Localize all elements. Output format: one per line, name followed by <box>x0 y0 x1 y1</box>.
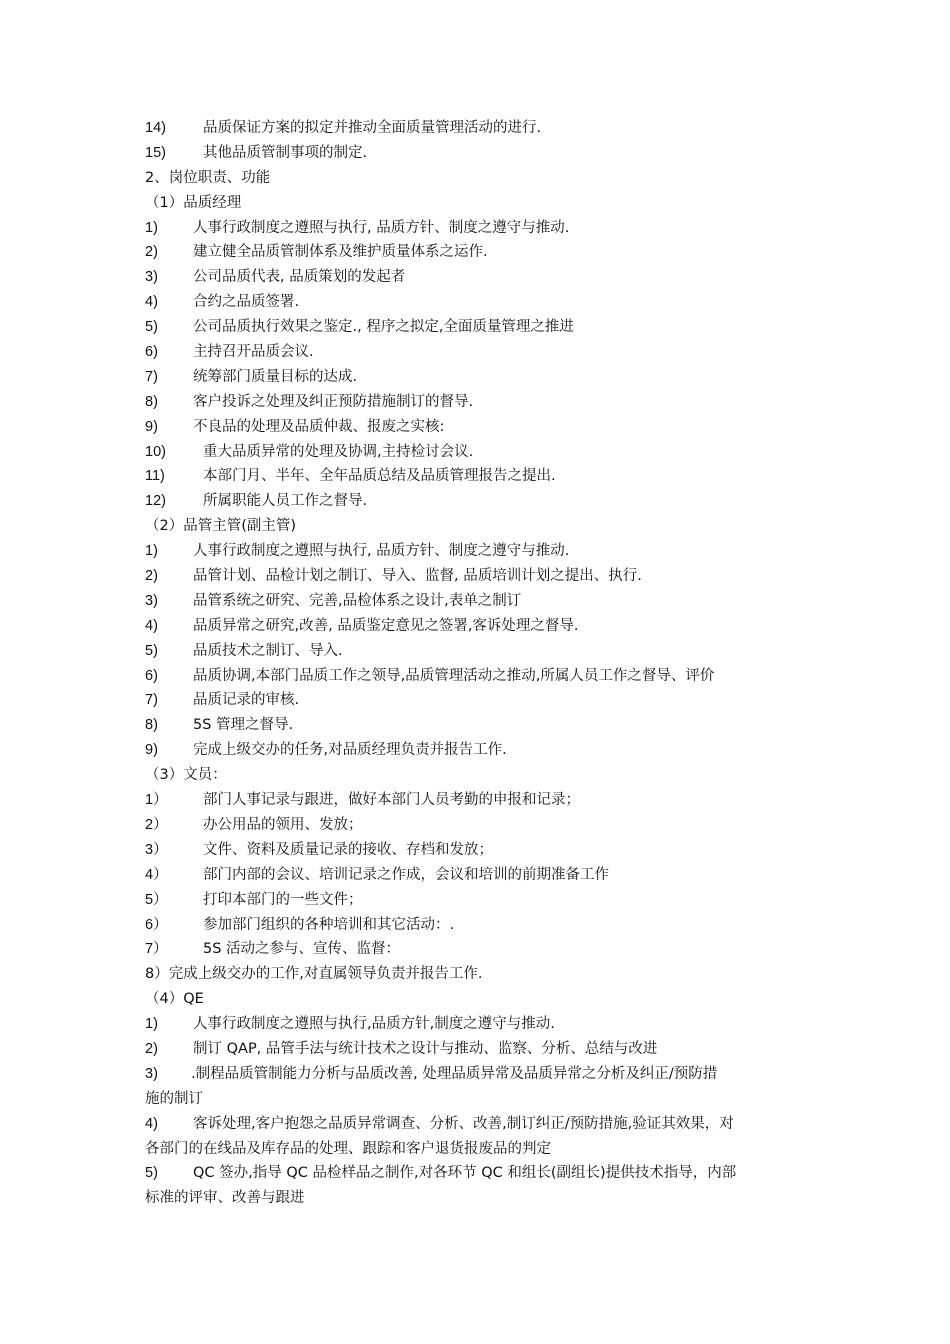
item-number: 5) <box>145 319 158 336</box>
item-number: 3) <box>145 269 158 286</box>
item-text: 客诉处理,客户抱怨之品质异常调查、分析、改善,制订纠正/预防措施,验证其效果，对 <box>193 1115 734 1132</box>
list-item: 8）完成上级交办的工作,对直属领导负责并报告工作. <box>145 966 483 983</box>
item-number: 9) <box>145 742 158 759</box>
item-text: 品管计划、品检计划之制订、导入、监督, 品质培训计划之提出、执行. <box>193 568 642 585</box>
item-text: 公司品质代表, 品质策划的发起者 <box>193 269 406 286</box>
item-text: 品质异常之研究,改善, 品质鉴定意见之签署,客诉处理之督导. <box>193 617 579 634</box>
list-item <box>145 141 810 166</box>
list-item <box>145 116 810 141</box>
item-text: 品质记录的审核. <box>193 692 300 709</box>
item-text: 品质保证方案的拟定并推动全面质量管理活动的进行. <box>203 120 542 136</box>
item-text: 合约之品质签署. <box>193 294 300 311</box>
list-item <box>145 713 810 738</box>
subsection-heading: （1）品质经理 <box>145 194 242 211</box>
item-text: 主持召开品质会议. <box>193 344 314 361</box>
item-text: 人事行政制度之遵照与执行, 品质方针、制度之遵守与推动. <box>193 543 570 560</box>
item-text: 部门人事记录与跟进，做好本部门人员考勤的申报和记录； <box>203 792 580 809</box>
list-item <box>145 738 810 763</box>
subsection-heading: （2）品管主管(副主管) <box>145 518 297 535</box>
list-item <box>145 813 810 838</box>
list-item-continuation: 标准的评审、改善与跟进 <box>145 1190 305 1207</box>
list-item <box>145 390 810 415</box>
item-text: 办公用品的领用、发放； <box>203 816 363 833</box>
list-item <box>145 1012 810 1037</box>
item-number: 3) <box>145 592 158 609</box>
item-number: 14) <box>145 120 166 136</box>
list-item <box>145 863 810 888</box>
list-item <box>145 539 810 564</box>
list-item <box>145 365 810 390</box>
list-item <box>145 564 810 589</box>
item-text: 5S 管理之督导. <box>193 717 294 734</box>
item-number: 6) <box>145 344 158 361</box>
item-number: 6) <box>145 667 158 684</box>
item-number: 5） <box>145 891 168 908</box>
item-number: 4) <box>145 294 158 311</box>
item-number: 9) <box>145 418 158 435</box>
list-item-continuation: 各部门的在线品及库存品的处理、跟踪和客户退货报废品的判定 <box>145 1140 551 1157</box>
item-number: 7） <box>145 941 168 958</box>
item-number: 2) <box>145 1040 158 1057</box>
item-text: 打印本部门的一些文件； <box>203 891 363 908</box>
subsection-heading: （4）QE <box>145 991 204 1008</box>
list-item <box>145 614 810 639</box>
list-item <box>145 1037 810 1062</box>
list-item <box>145 415 810 440</box>
list-item <box>145 340 810 365</box>
item-number: 1) <box>145 219 158 236</box>
item-text: QC 签办,指导 QC 品检样品之制作,对各环节 QC 和组长(副组长)提供技术指导，内部 <box>193 1165 737 1182</box>
item-number: 10) <box>145 443 166 460</box>
item-text: 公司品质执行效果之鉴定., 程序之拟定,全面质量管理之推进 <box>193 319 574 336</box>
item-number: 5) <box>145 642 158 659</box>
item-text: 本部门月、半年、全年品质总结及品质管理报告之提出. <box>203 468 556 485</box>
item-text: 完成上级交办的任务,对品质经理负责并报告工作. <box>193 742 507 759</box>
list-item <box>145 440 810 465</box>
item-text: 不良品的处理及品质仲裁、报废之实核: <box>193 418 445 435</box>
item-number: 1) <box>145 1016 158 1033</box>
list-item <box>145 489 810 514</box>
item-text: 其他品质管制事项的制定. <box>203 144 368 161</box>
item-number: 3） <box>145 841 168 858</box>
list-item <box>145 265 810 290</box>
item-number: 8) <box>145 717 158 734</box>
item-text: 品质协调,本部门品质工作之领导,品质管理活动之推动,所属人员工作之督导、评价 <box>193 667 715 684</box>
item-number: 12) <box>145 493 166 510</box>
item-number: 8) <box>145 393 158 410</box>
item-number: 2) <box>145 568 158 585</box>
item-number: 2） <box>145 816 168 833</box>
item-number: 1) <box>145 543 158 560</box>
item-number: 3) <box>145 1065 158 1082</box>
document-body <box>145 116 810 1211</box>
item-text: 部门内部的会议、培训记录之作成，会议和培训的前期准备工作 <box>203 866 609 883</box>
item-text: 统筹部门质量目标的达成. <box>193 368 358 385</box>
list-item <box>145 639 810 664</box>
item-text: 重大品质异常的处理及协调,主持检讨会议. <box>203 443 474 460</box>
list-item <box>145 216 810 241</box>
list-item <box>145 838 810 863</box>
item-text: 客户投诉之处理及纠正预防措施制订的督导. <box>193 393 474 410</box>
list-item <box>145 937 810 962</box>
list-item <box>145 1062 810 1087</box>
item-number: 6） <box>145 916 168 933</box>
list-item <box>145 888 810 913</box>
item-text: 人事行政制度之遵照与执行, 品质方针、制度之遵守与推动. <box>193 219 570 236</box>
list-item <box>145 464 810 489</box>
list-item <box>145 664 810 689</box>
list-item <box>145 688 810 713</box>
item-number: 4) <box>145 617 158 634</box>
item-text: 人事行政制度之遵照与执行,品质方针,制度之遵守与推动. <box>193 1016 555 1033</box>
list-item <box>145 589 810 614</box>
list-item <box>145 1161 810 1186</box>
item-text: 文件、资料及质量记录的接收、存档和发放； <box>203 841 493 858</box>
list-item <box>145 788 810 813</box>
item-text: 品管系统之研究、完善,品检体系之设计,表单之制订 <box>193 592 522 609</box>
item-text: 品质技术之制订、导入. <box>193 642 343 659</box>
item-text: .制程品质管制能力分析与品质改善, 处理品质异常及品质异常之分析及纠正/预防措 <box>191 1065 718 1082</box>
list-item <box>145 1112 810 1137</box>
list-item <box>145 240 810 265</box>
subsection-heading: （3）文员： <box>145 767 227 784</box>
item-number: 15) <box>145 144 166 161</box>
item-number: 2) <box>145 244 158 261</box>
list-item <box>145 290 810 315</box>
item-number: 7) <box>145 692 158 709</box>
item-text: 参加部门组织的各种培训和其它活动：. <box>203 916 455 933</box>
item-number: 7) <box>145 368 158 385</box>
item-text: 建立健全品质管制体系及维护质量体系之运作. <box>193 244 488 261</box>
item-number: 4） <box>145 866 168 883</box>
item-number: 11) <box>145 468 165 485</box>
item-text: 所属职能人员工作之督导. <box>203 493 368 510</box>
item-number: 1） <box>145 792 168 809</box>
item-number: 5) <box>145 1165 158 1182</box>
list-item-continuation: 施的制订 <box>145 1090 203 1107</box>
item-text: 制订 QAP, 品管手法与统计技术之设计与推动、监察、分析、总结与改进 <box>193 1040 658 1057</box>
item-number: 4) <box>145 1115 158 1132</box>
list-item <box>145 315 810 340</box>
section-heading: 2、岗位职责、功能 <box>145 169 271 186</box>
list-item <box>145 913 810 938</box>
item-text: 5S 活动之参与、宣传、监督： <box>203 941 401 958</box>
